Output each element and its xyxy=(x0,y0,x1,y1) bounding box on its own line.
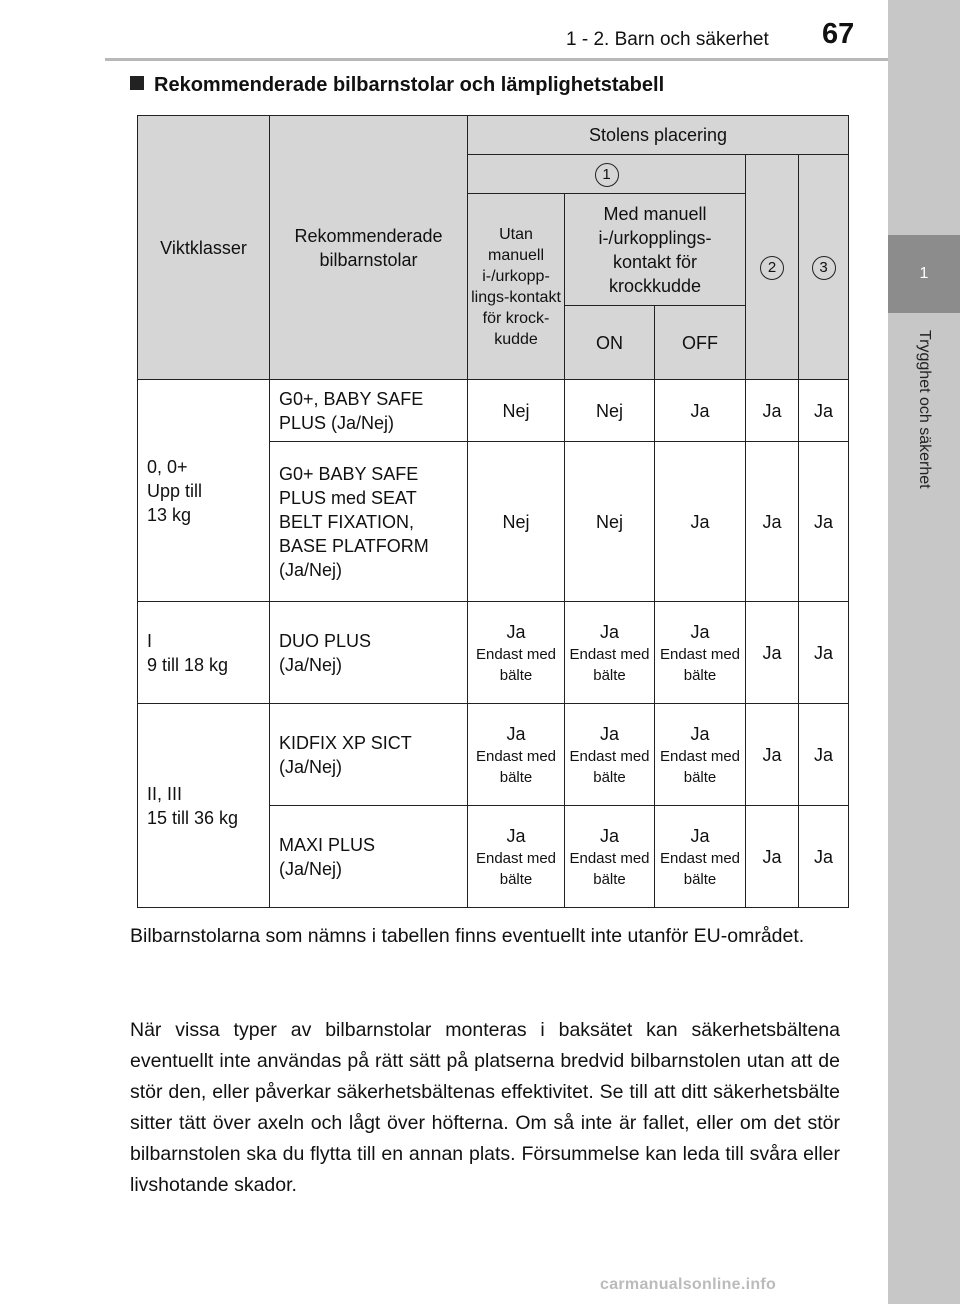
position-3-marker: 3 xyxy=(812,256,836,280)
watermark: carmanualsonline.info xyxy=(600,1276,777,1293)
value-cell: Ja Endast med bälte xyxy=(655,704,746,806)
value-cell: Ja Endast med bälte xyxy=(565,806,655,908)
value-cell: Ja xyxy=(799,602,849,704)
seat-name: DUO PLUS (Ja/Nej) xyxy=(270,602,468,704)
table-row xyxy=(138,704,849,806)
header-position-1 xyxy=(468,155,746,194)
suitability-table xyxy=(137,115,849,908)
value-cell: Ja xyxy=(655,442,746,602)
value-cell: Ja xyxy=(799,704,849,806)
value-cell: Nej xyxy=(468,380,565,442)
seat-name: G0+, BABY SAFE PLUS (Ja/Nej) xyxy=(270,380,468,442)
value-cell: Ja Endast med bälte xyxy=(655,602,746,704)
value-cell: Ja Endast med bälte xyxy=(565,602,655,704)
chapter-label: Trygghet och säkerhet xyxy=(916,330,933,489)
paragraph-availability: Bilbarnstolarna som nämns i tabellen finns eventuellt inte utanför EU-området. xyxy=(130,925,805,947)
value-cell: Ja xyxy=(746,806,799,908)
position-2-marker: 2 xyxy=(760,256,784,280)
header-position-2 xyxy=(746,155,799,380)
value-cell: Nej xyxy=(565,380,655,442)
value-cell: Ja Endast med bälte xyxy=(468,602,565,704)
page-header xyxy=(0,0,888,58)
header-position-3 xyxy=(799,155,849,380)
seat-name: G0+ BABY SAFE PLUS med SEAT BELT FIXATION, BASE PLATFORM (Ja/Nej) xyxy=(270,442,468,602)
value-cell: Ja xyxy=(799,380,849,442)
header-on: ON xyxy=(565,306,655,380)
paragraph-seatbelt-warning: När vissa typer av bilbarnstolar monteras i baksätet kan säkerhetsbältena eventuellt inte användas på rätt sätt på platserna bredvid bilbarnstolen utan att de stör den, eller påverkar säkerhetsbältenas effektivitet. Se till att ditt säkerhetsbälte sitter tätt över axeln och lågt över höfterna. Om så inte är fallet, eller om det stör bilbarnstolen ska du flytta till en annan plats. Försummelse kan leda till svåra eller livshotande skador. xyxy=(130,1019,840,1196)
table-row xyxy=(138,602,849,704)
chapter-number: 1 xyxy=(888,235,960,313)
header-seat: Rekommenderade bilbarnstolar xyxy=(270,116,468,380)
seat-name: KIDFIX XP SICT (Ja/Nej) xyxy=(270,704,468,806)
header-rule xyxy=(105,58,890,61)
value-cell: Ja xyxy=(746,704,799,806)
table-row xyxy=(138,380,849,442)
value-cell: Ja xyxy=(655,380,746,442)
position-1-marker: 1 xyxy=(595,163,619,187)
weight-class-2: II, III 15 till 36 kg xyxy=(138,704,270,908)
value-cell: Nej xyxy=(468,442,565,602)
value-cell: Ja Endast med bälte xyxy=(468,806,565,908)
section-heading xyxy=(130,74,664,97)
value-cell: Ja xyxy=(799,442,849,602)
header-placement: Stolens placering xyxy=(468,116,849,155)
value-cell: Ja xyxy=(746,380,799,442)
seat-name: MAXI PLUS (Ja/Nej) xyxy=(270,806,468,908)
value-cell: Ja xyxy=(746,602,799,704)
page-number: 67 xyxy=(822,18,855,50)
section-title: 1 - 2. Barn och säkerhet xyxy=(566,29,769,50)
value-cell: Ja xyxy=(746,442,799,602)
value-cell: Ja xyxy=(799,806,849,908)
header-with-switch: Med manuell i-/urkopplings-kontakt för krockkudde xyxy=(565,194,746,306)
weight-class-0: 0, 0+ Upp till 13 kg xyxy=(138,380,270,602)
value-cell: Ja Endast med bälte xyxy=(565,704,655,806)
header-off: OFF xyxy=(655,306,746,380)
header-without-switch: Utan manuell i-/urkopp-lings-kontakt för krock-kudde xyxy=(468,194,565,380)
value-cell: Ja Endast med bälte xyxy=(468,704,565,806)
chapter-side-tab xyxy=(888,0,960,1304)
value-cell: Ja Endast med bälte xyxy=(655,806,746,908)
square-bullet-icon xyxy=(130,76,144,90)
header-weight: Viktklasser xyxy=(138,116,270,380)
weight-class-1: I 9 till 18 kg xyxy=(138,602,270,704)
value-cell: Nej xyxy=(565,442,655,602)
section-heading-text: Rekommenderade bilbarnstolar och lämplighetstabell xyxy=(154,74,665,96)
